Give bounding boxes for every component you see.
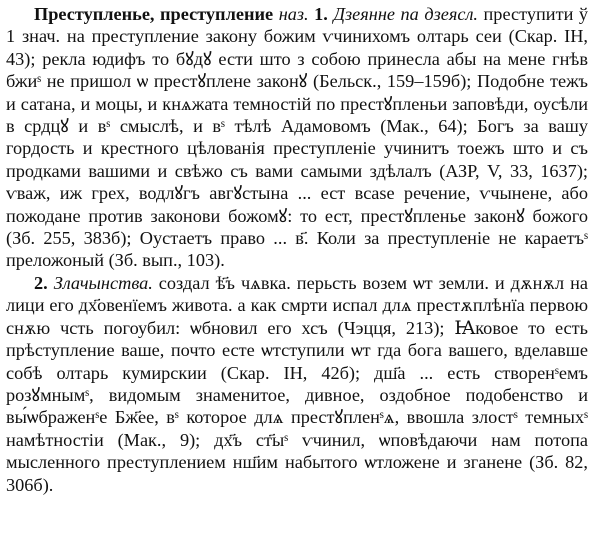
sense-gloss-1: Дзеянне па дзеясл. xyxy=(333,4,478,24)
entry-sense-2 xyxy=(6,272,588,496)
sense-number-1: 1. xyxy=(314,4,328,24)
entry-sense-1 xyxy=(6,3,588,272)
sense-text-1: преступити ў 1 знач. на преступление закону божим ѵчинихомъ олтарь сеи (Скар. IН, 43); рекла юдифъ то бꙋдꙋ ести што з собою принесла абы на мене гнѣв бжиˢ не пришол ѡ престꙋплене законꙋ (Бельск., 159–159б); Подобне тежъ и сатана, и моцы, и кнѧжата темностій по престꙋпленьи заповѣди, оусѣли в срдцꙋ и вˢ смыслѣ, и вˢ тѣлѣ Адамовомъ (Мак., 64); Богъ за вашу гордость и крестного цѣлованія преступленіе учинитъ тоежъ што и съ продками вашими и свѣжо съ вами самыми здѣлалъ (АЗР, V, 33, 1637); ѵваж, иж грех, водлꙋгъ авгꙋстына ... ест вcase речение, ѵчынене, або пожодане против законови божомꙋ: то ест, престꙋпленье законꙋ божого (Зб. 255, 383б); Оустаетъ право ... в҃. Коли за преступленіе не караетъˢ преложоный (Зб. вып., 103). xyxy=(6,4,589,271)
part-of-speech: наз. xyxy=(278,4,309,24)
sense-text-2: создал ѣ҃ъ чѧвка. перьсть возем ѡт земли. и дѫнѫл на лици его дх҃овенїемъ живота. а как смрти испал длѧ престѫплѣнїа первою снѫю чсть погоубил: ѡбновил его хсъ (Чэцця, 213); Ꙗковое то есть прѣступление ваше, почто есте ѡтступили ѡт гда бога вашего, вделавше собѣ олтарь кумирскии (Скар. IН, 42б); дш҃а ... есть створенˢемъ розꙋмнымˢ, видомым знаменитое, дивное, оздобное подобенство и вы́ѡбраженˢе Бж҃ее, вˢ которое длѧ престꙋпленˢѧ, ввошла злостˢ темныхˢ намѣтностіи (Мак., 9); дх҃ъ ст҃ыˢ ѵчинил, ѡповѣдаючи нам потопа мысленного преступлением нш҃им набытого ѡтложене и зганене (Зб. 82, 306б). xyxy=(6,272,588,495)
sense-gloss-2: Злачынства. xyxy=(53,272,153,293)
sense-number-2: 2. xyxy=(34,272,48,293)
headword: Преступленье, преступление xyxy=(34,4,274,24)
